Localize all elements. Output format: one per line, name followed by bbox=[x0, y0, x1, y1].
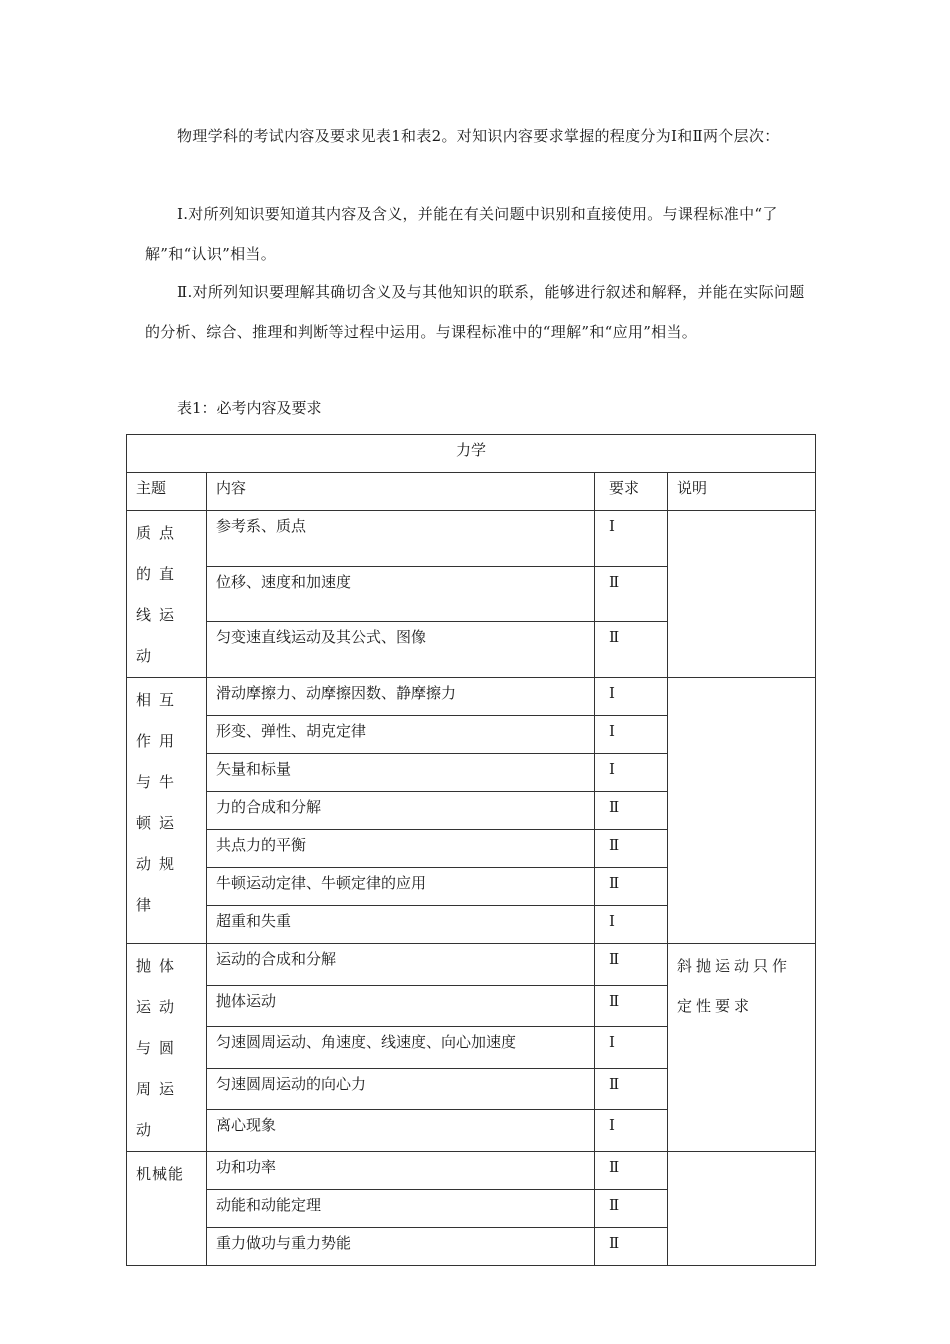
table-header-row bbox=[127, 473, 816, 511]
level-cell: Ⅱ bbox=[595, 985, 668, 1027]
topic-cell: 机械能 bbox=[127, 1152, 207, 1266]
topic-cell: 相互作用与牛顿运动规律 bbox=[127, 678, 207, 944]
topic-cell: 抛体运动与圆周运动 bbox=[127, 944, 207, 1152]
content-cell: 共点力的平衡 bbox=[207, 830, 595, 868]
level-cell: Ⅰ bbox=[595, 716, 668, 754]
content-cell: 形变、弹性、胡克定律 bbox=[207, 716, 595, 754]
level-cell: Ⅰ bbox=[595, 1027, 668, 1069]
table-section-row bbox=[127, 435, 816, 473]
level-cell: Ⅱ bbox=[595, 1068, 668, 1110]
note-cell bbox=[668, 678, 816, 944]
table-caption: 表1：必考内容及要求 bbox=[177, 399, 322, 417]
content-cell: 力的合成和分解 bbox=[207, 792, 595, 830]
table-row bbox=[127, 1152, 816, 1190]
header-level: 要求 bbox=[595, 473, 668, 511]
content-cell: 运动的合成和分解 bbox=[207, 944, 595, 986]
content-cell: 匀速圆周运动的向心力 bbox=[207, 1068, 595, 1110]
content-cell: 匀变速直线运动及其公式、图像 bbox=[207, 622, 595, 678]
level-cell: Ⅱ bbox=[595, 622, 668, 678]
note-cell bbox=[668, 1152, 816, 1266]
content-cell: 动能和动能定理 bbox=[207, 1190, 595, 1228]
content-cell: 重力做功与重力势能 bbox=[207, 1228, 595, 1266]
requirements-table bbox=[126, 434, 816, 1266]
level-cell: Ⅱ bbox=[595, 1190, 668, 1228]
note-cell: 斜抛运动只作定性要求 bbox=[668, 944, 816, 1152]
content-cell: 位移、速度和加速度 bbox=[207, 566, 595, 622]
intro-paragraph-level-1: Ⅰ.对所列知识要知道其内容及含义，并能在有关问题中识别和直接使用。与课程标准中“了解”和“认识”相当。 bbox=[145, 205, 778, 263]
note-cell bbox=[668, 511, 816, 678]
level-cell: Ⅰ bbox=[595, 906, 668, 944]
level-cell: Ⅱ bbox=[595, 944, 668, 986]
header-content: 内容 bbox=[207, 473, 595, 511]
content-cell: 匀速圆周运动、角速度、线速度、向心加速度 bbox=[207, 1027, 595, 1069]
level-cell: Ⅱ bbox=[595, 868, 668, 906]
table-row bbox=[127, 511, 816, 567]
table-row bbox=[127, 944, 816, 986]
level-cell: Ⅱ bbox=[595, 1228, 668, 1266]
content-cell: 离心现象 bbox=[207, 1110, 595, 1152]
topic-cell: 质点的直线运动 bbox=[127, 511, 207, 678]
level-cell: Ⅱ bbox=[595, 830, 668, 868]
content-cell: 功和功率 bbox=[207, 1152, 595, 1190]
content-cell: 矢量和标量 bbox=[207, 754, 595, 792]
content-cell: 超重和失重 bbox=[207, 906, 595, 944]
content-cell: 抛体运动 bbox=[207, 985, 595, 1027]
level-cell: Ⅰ bbox=[595, 754, 668, 792]
content-cell: 牛顿运动定律、牛顿定律的应用 bbox=[207, 868, 595, 906]
section-title: 力学 bbox=[127, 435, 816, 473]
content-cell: 参考系、质点 bbox=[207, 511, 595, 567]
level-cell: Ⅱ bbox=[595, 792, 668, 830]
header-note: 说明 bbox=[668, 473, 816, 511]
content-cell: 滑动摩擦力、动摩擦因数、静摩擦力 bbox=[207, 678, 595, 716]
level-cell: Ⅱ bbox=[595, 566, 668, 622]
header-topic: 主题 bbox=[127, 473, 207, 511]
level-cell: Ⅰ bbox=[595, 511, 668, 567]
intro-paragraph-level-2: Ⅱ.对所列知识要理解其确切含义及与其他知识的联系，能够进行叙述和解释，并能在实际问题的分析、综合、推理和判断等过程中运用。与课程标准中的“理解”和“应用”相当。 bbox=[145, 283, 805, 341]
level-cell: Ⅰ bbox=[595, 1110, 668, 1152]
level-cell: Ⅰ bbox=[595, 678, 668, 716]
table-row bbox=[127, 678, 816, 716]
level-cell: Ⅱ bbox=[595, 1152, 668, 1190]
intro-paragraph-levels: 物理学科的考试内容及要求见表1和表2。对知识内容要求掌握的程度分为Ⅰ和Ⅱ两个层次： bbox=[177, 127, 780, 145]
